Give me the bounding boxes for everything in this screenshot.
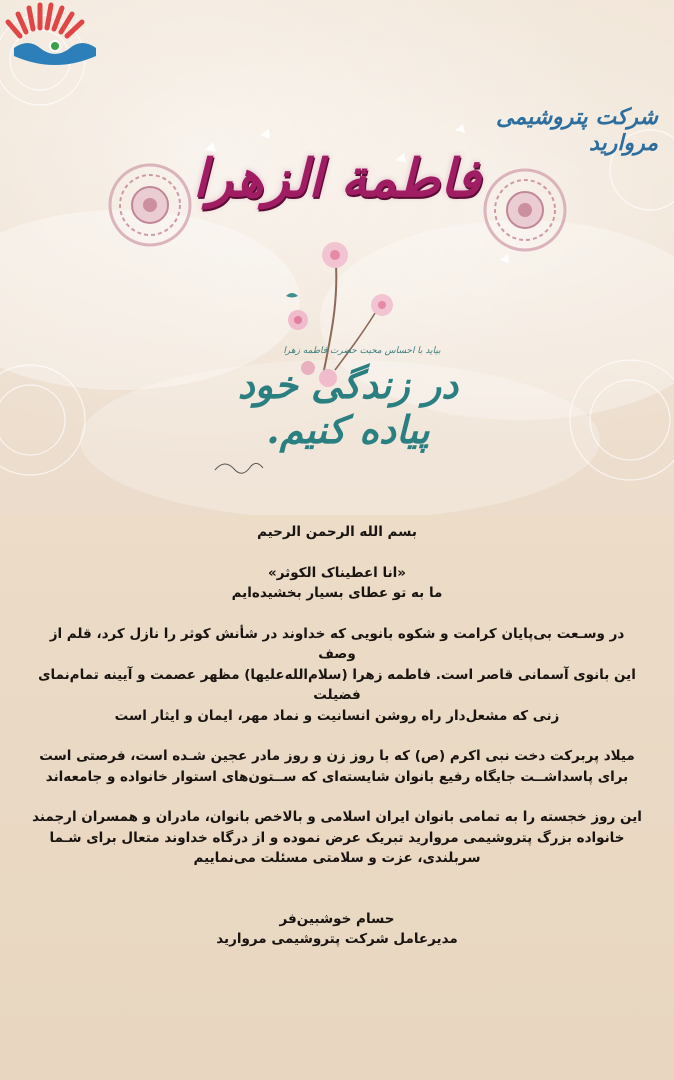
company-logo-icon — [0, 0, 110, 78]
paragraph-2 — [0, 746, 674, 787]
calligraphy-small-line: بیاید با احساس محبت حضرت فاطمه زهرا — [283, 346, 441, 356]
calligraphy-title: فاطمة الزهرا — [193, 148, 481, 209]
paragraph-line: این روز خجسته را به تمامی بانوان ایران اسلامی و بالاخص بانوان، مادران و همسران ارجمند — [32, 809, 642, 825]
paragraph-line: زنی که مشعل‌دار راه روشن انسانیت و نماد مهر، ایمان و ایثار است — [114, 707, 560, 724]
paragraph-1 — [0, 624, 674, 727]
paragraph-line: برای پاسداشــت جایگاه رفیع بانوان شایسته‌ای که ســتون‌های استوار خانواده و جامعه‌اند — [45, 768, 629, 785]
paragraph-line: خانواده بزرگ پتروشیمی مروارید تبریک عرض نموده و از درگاه خداوند متعال برای شـما — [49, 829, 625, 846]
paragraph-line: این بانوی آسمانی قاصر است. فاطمه زهرا (سلام‌الله‌علیها) مظهر عصمت و آیینه تمام‌نمای فضیلت — [38, 666, 636, 703]
paragraph-line: در وسـعت بی‌پایان کرامت و شکوه بانویی که خداوند در شأنش کوثر را نازل کرد، قلم از وصف — [49, 625, 625, 662]
signer-name: حسام خوشبین‌فر — [279, 910, 395, 927]
congratulation-letter — [0, 522, 674, 950]
paragraph-line: سربلندی، عزت و سلامتی مسئلت می‌نماییم — [193, 850, 481, 866]
quran-verse: «انا اعطیناک الکوثر» — [268, 564, 406, 581]
company-name: شرکت پتروشیمی مروارید — [496, 104, 658, 156]
header-artwork — [0, 0, 674, 515]
signer-title: مدیرعامل شرکت پتروشیمی مروارید — [216, 931, 458, 947]
calligraphy-slogan: در زندگی خود پیاده کنیم. — [237, 362, 459, 452]
verse-translation: ما به تو عطای بسیار بخشیده‌ایم — [231, 585, 443, 601]
basmala: بسم الله الرحمن الرحیم — [257, 524, 417, 540]
paragraph-3 — [0, 807, 674, 869]
paragraph-line: میلاد پربرکت دخت نبی اکرم (ص) که با روز زن و روز مادر عجین شـده است، فرصتی است — [39, 748, 635, 764]
